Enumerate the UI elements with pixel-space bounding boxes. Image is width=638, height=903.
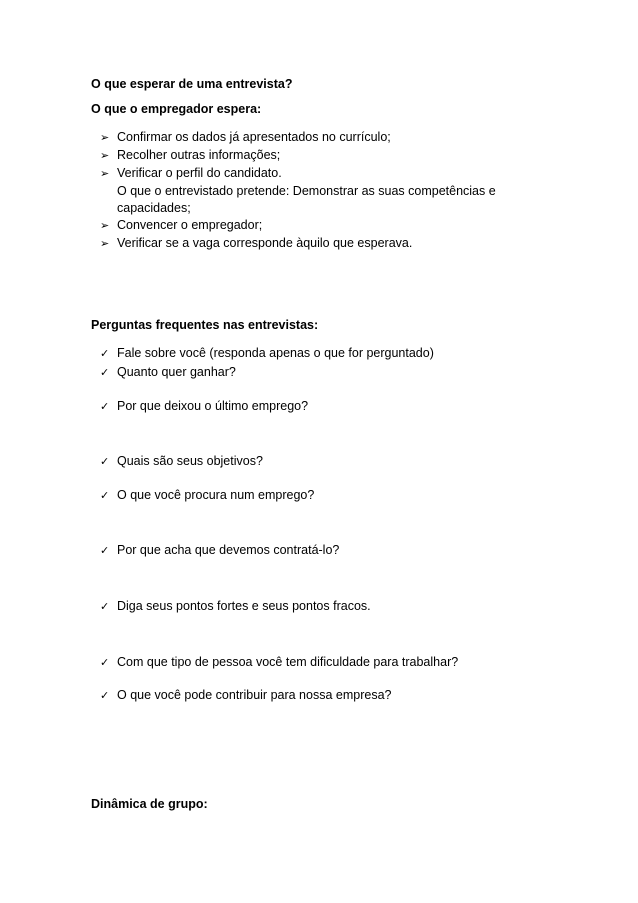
checkmark-icon: ✓ xyxy=(100,657,110,669)
arrowhead-icon: ➢ xyxy=(100,238,110,250)
arrowhead-icon: ➢ xyxy=(100,132,110,144)
arrowhead-icon: ➢ xyxy=(100,220,110,232)
list-item: ✓ Quanto quer ganhar? xyxy=(100,365,236,379)
list-item-continuation: capacidades; xyxy=(117,201,191,215)
checkmark-icon: ✓ xyxy=(100,690,110,702)
list-item: ➢ Confirmar os dados já apresentados no currículo; xyxy=(100,130,391,144)
list-item: ✓ Por que deixou o último emprego? xyxy=(100,399,309,413)
checkmark-icon: ✓ xyxy=(100,401,110,413)
checkmark-icon: ✓ xyxy=(100,490,110,502)
section-title-perguntas: Perguntas frequentes nas entrevistas: xyxy=(91,318,319,332)
list-item: ✓ Diga seus pontos fortes e seus pontos fracos. xyxy=(100,599,371,613)
list-item: ✓ Com que tipo de pessoa você tem dificuldade para trabalhar? xyxy=(100,655,459,669)
list-item: ✓ O que você procura num emprego? xyxy=(100,488,315,502)
section-title-dinamica: Dinâmica de grupo: xyxy=(91,797,208,811)
checkmark-icon: ✓ xyxy=(100,456,110,468)
list-item: ➢ Verificar se a vaga corresponde àquilo que esperava. xyxy=(100,236,413,250)
arrowhead-icon: ➢ xyxy=(100,150,110,162)
checkmark-icon: ✓ xyxy=(100,545,110,557)
arrowhead-icon: ➢ xyxy=(100,168,110,180)
checkmark-icon: ✓ xyxy=(100,367,110,379)
list-item: ✓ Fale sobre você (responda apenas o que for perguntado) xyxy=(100,346,434,360)
list-item: ➢ Verificar o perfil do candidato. xyxy=(100,166,282,180)
section-subtitle-empregador: O que o empregador espera: xyxy=(91,102,262,116)
checkmark-icon: ✓ xyxy=(100,601,110,613)
list-item: ✓ Quais são seus objetivos? xyxy=(100,454,263,468)
list-item: ✓ Por que acha que devemos contratá-lo? xyxy=(100,543,340,557)
list-item: ➢ Recolher outras informações; xyxy=(100,148,281,162)
list-item-continuation: O que o entrevistado pretende: Demonstrar as suas competências e xyxy=(117,184,496,198)
checkmark-icon: ✓ xyxy=(100,348,110,360)
list-item: ✓ O que você pode contribuir para nossa empresa? xyxy=(100,688,392,702)
section-title-entrevista: O que esperar de uma entrevista? xyxy=(91,77,293,91)
list-item: ➢ Convencer o empregador; xyxy=(100,218,263,232)
